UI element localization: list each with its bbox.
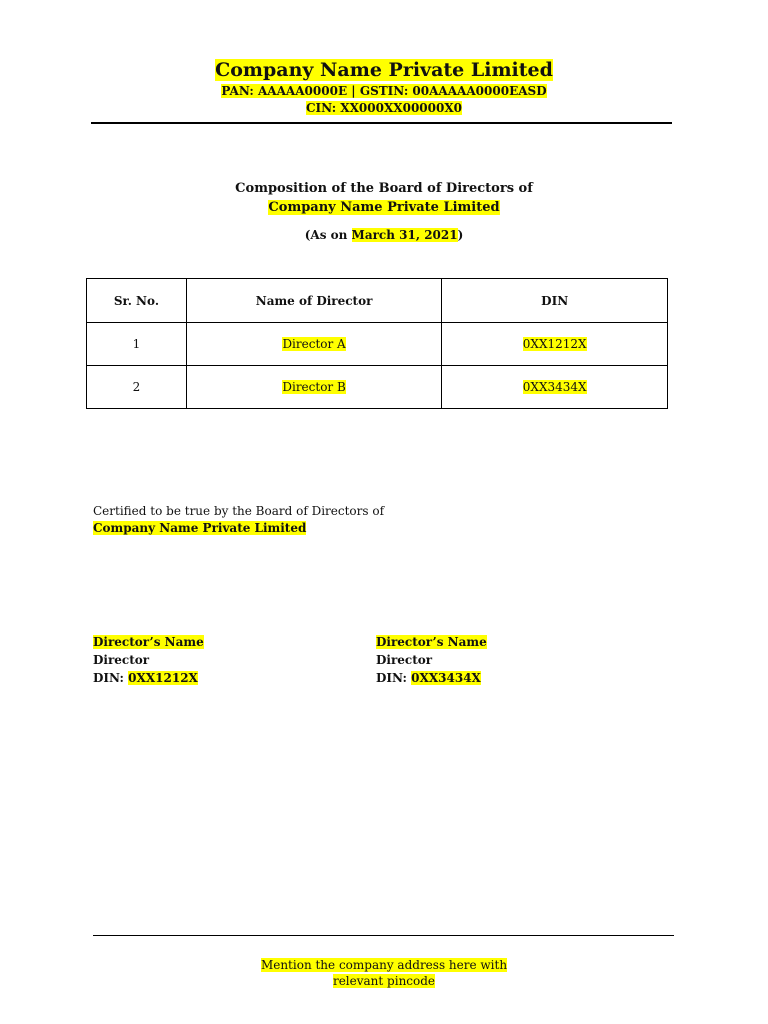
- company-title-text: Company Name Private Limited: [215, 59, 553, 81]
- composition-company: [0, 200, 768, 215]
- header-divider: [91, 122, 672, 124]
- company-title: [0, 59, 768, 81]
- director-name-text: Director A: [282, 337, 346, 351]
- signatory-din: 0XX1212X: [128, 671, 198, 685]
- footer-address-line2: relevant pincode: [332, 974, 436, 988]
- footer-address: [0, 957, 768, 989]
- cell-director-name: [186, 323, 442, 366]
- signatory-name: Director’s Name: [376, 635, 487, 649]
- cell-din: [442, 323, 668, 366]
- as-on-date: March 31, 2021: [351, 228, 458, 242]
- certification-company-text: Company Name Private Limited: [93, 521, 307, 535]
- header-director-name: Name of Director: [186, 279, 442, 323]
- as-on-prefix: (As on: [304, 228, 352, 242]
- cell-sr-no: 2: [87, 366, 187, 409]
- composition-company-text: Company Name Private Limited: [268, 200, 500, 215]
- table-row: [87, 366, 668, 409]
- signatory-din: 0XX3434X: [411, 671, 481, 685]
- header-sr-no: Sr. No.: [87, 279, 187, 323]
- cin-line: [0, 101, 768, 115]
- signatory-din-label: DIN:: [93, 671, 129, 685]
- pan-gstin-line: [0, 84, 768, 98]
- din-text: 0XX1212X: [522, 337, 587, 351]
- signatory-designation: Director: [93, 653, 150, 667]
- cell-director-name: [186, 366, 442, 409]
- header-din: DIN: [442, 279, 668, 323]
- signatory-din-line: [93, 669, 204, 687]
- director-name-text: Director B: [282, 380, 346, 394]
- composition-heading: Composition of the Board of Directors of: [235, 181, 533, 196]
- signatory-name: Director’s Name: [93, 635, 204, 649]
- directors-table: [86, 278, 668, 409]
- footer-address-line1: Mention the company address here with: [260, 958, 508, 972]
- din-text: 0XX3434X: [522, 380, 587, 394]
- signatory-block-1: [93, 633, 204, 687]
- signatory-din-label: DIN:: [376, 671, 412, 685]
- footer-divider: [93, 935, 674, 936]
- signatory-designation: Director: [376, 653, 433, 667]
- cell-din: [442, 366, 668, 409]
- pan-gstin-text: PAN: AAAAA0000E | GSTIN: 00AAAAA0000EASD: [221, 84, 547, 98]
- certification-text: Certified to be true by the Board of Directors of: [93, 504, 385, 518]
- signatory-din-line: [376, 669, 487, 687]
- as-on-date-line: [0, 228, 768, 242]
- table-header-row: [87, 279, 668, 323]
- cin-text: CIN: XX000XX00000X0: [305, 101, 462, 115]
- signatory-block-2: [376, 633, 487, 687]
- cell-sr-no: 1: [87, 323, 187, 366]
- table-row: [87, 323, 668, 366]
- certification-company: [93, 521, 306, 535]
- as-on-suffix: ): [457, 228, 464, 242]
